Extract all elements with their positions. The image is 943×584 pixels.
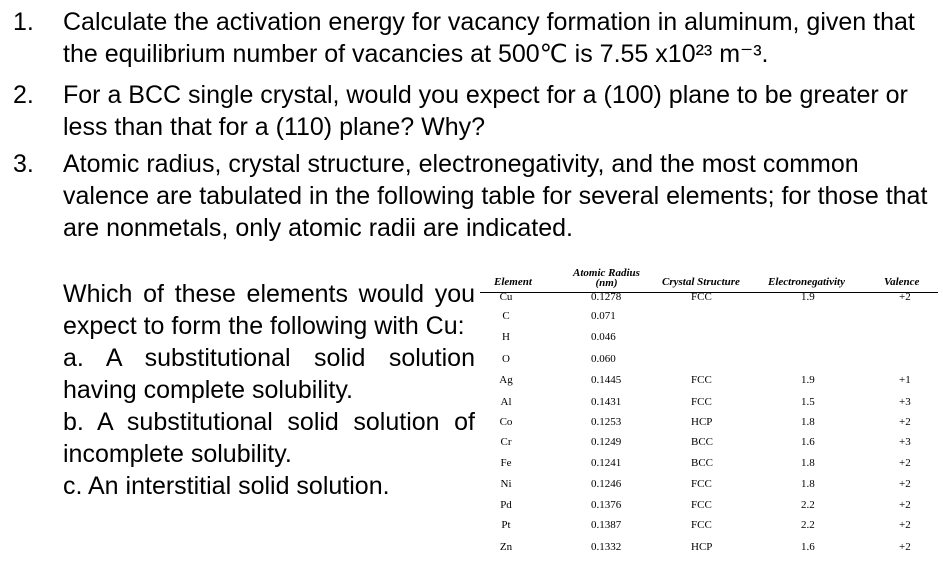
cell-element: Ni: [500, 478, 512, 490]
header-atomic-radius-line1: Atomic Radius: [573, 267, 640, 279]
cell-atomic-radius: 0.060: [591, 353, 616, 365]
cell-element: Ag: [499, 374, 513, 386]
cell-atomic-radius: 0.1445: [591, 374, 622, 386]
cell-crystal-structure: FCC: [691, 499, 712, 511]
question-number: 3.: [13, 150, 34, 178]
table-row: [480, 457, 938, 471]
element-properties-table: [480, 267, 938, 553]
cell-element: O: [502, 353, 510, 365]
cell-element: Al: [500, 396, 512, 408]
cell-atomic-radius: 0.1278: [591, 291, 622, 303]
cell-atomic-radius: 0.1246: [591, 478, 622, 490]
cell-valence: +2: [899, 478, 911, 490]
table-row: [480, 499, 938, 513]
cell-valence: +2: [899, 457, 911, 469]
question-number: 1.: [13, 8, 34, 36]
cell-element: Cr: [500, 436, 512, 448]
cell-atomic-radius: 0.1431: [591, 396, 622, 408]
cell-atomic-radius: 0.071: [591, 310, 616, 322]
cell-element: Fe: [500, 457, 512, 469]
cell-electronegativity: 2.2: [801, 499, 815, 511]
table-row: [480, 396, 938, 410]
table-row: [480, 310, 938, 324]
header-valence: Valence: [884, 276, 920, 288]
cell-element: Pt: [501, 519, 511, 531]
cell-valence: +2: [899, 519, 911, 531]
cell-element: Pd: [500, 499, 512, 511]
cell-electronegativity: 1.9: [801, 291, 815, 303]
cell-valence: +2: [899, 416, 911, 428]
cell-electronegativity: 1.5: [801, 396, 815, 408]
subquestion-b: b. A substitutional solid solution of incomplete solubility.: [63, 408, 475, 468]
cell-atomic-radius: 0.1241: [591, 457, 622, 469]
cell-atomic-radius: 0.1332: [591, 541, 622, 553]
cell-valence: +1: [899, 374, 911, 386]
table-row: [480, 478, 938, 492]
cell-crystal-structure: FCC: [691, 519, 712, 531]
header-atomic-radius-unit: (nm): [595, 277, 618, 289]
subquestion-block: [63, 278, 475, 502]
cell-electronegativity: 1.6: [801, 541, 815, 553]
cell-atomic-radius: 0.1253: [591, 416, 622, 428]
cell-crystal-structure: FCC: [691, 291, 712, 303]
subquestion-c: c. An interstitial solid solution.: [63, 472, 390, 500]
cell-atomic-radius: 0.1376: [591, 499, 622, 511]
table-row: [480, 541, 938, 555]
cell-crystal-structure: FCC: [691, 396, 712, 408]
question-number: 2.: [13, 81, 34, 109]
question-text: Atomic radius, crystal structure, electronegativity, and the most common valence are tabulated in the following table for several elements; for those that are nonmetals, only atomic radii are indicated.: [63, 150, 928, 242]
header-element: Element: [494, 276, 532, 288]
cell-atomic-radius: 0.046: [591, 331, 616, 343]
question-text: For a BCC single crystal, would you expect for a (100) plane to be greater or less than that for a (110) plane? Why?: [63, 81, 908, 141]
cell-crystal-structure: BCC: [691, 457, 714, 469]
question-text: Calculate the activation energy for vacancy formation in aluminum, given that the equilibrium number of vacancies at 500℃ is 7.55 x10²³ m⁻³.: [63, 8, 915, 68]
cell-electronegativity: 1.6: [801, 436, 815, 448]
table-row: [480, 331, 938, 345]
cell-crystal-structure: HCP: [691, 541, 713, 553]
table-row: [480, 291, 938, 305]
table-header: [480, 268, 938, 293]
table-row: [480, 416, 938, 430]
cell-element: Zn: [499, 541, 513, 553]
table-row: [480, 374, 938, 388]
header-crystal-structure: Crystal Structure: [662, 276, 740, 288]
cell-electronegativity: 1.8: [801, 478, 815, 490]
table-row: [480, 353, 938, 367]
subquestion-intro: Which of these elements would you expect to form the following with Cu:: [63, 280, 475, 340]
table-row: [480, 519, 938, 533]
cell-crystal-structure: HCP: [691, 416, 713, 428]
cell-atomic-radius: 0.1387: [591, 519, 622, 531]
header-atomic-radius: [569, 268, 644, 288]
cell-valence: +3: [899, 436, 911, 448]
cell-atomic-radius: 0.1249: [591, 436, 622, 448]
cell-valence: +2: [899, 541, 911, 553]
cell-crystal-structure: BCC: [691, 436, 714, 448]
cell-element: C: [502, 310, 510, 322]
cell-valence: +3: [899, 396, 911, 408]
header-electronegativity: Electronegativity: [768, 276, 845, 288]
cell-crystal-structure: FCC: [691, 374, 712, 386]
cell-valence: +2: [899, 499, 911, 511]
cell-electronegativity: 1.8: [801, 457, 815, 469]
subquestion-a: a. A substitutional solid solution having complete solubility.: [63, 344, 475, 404]
cell-valence: +2: [899, 291, 911, 303]
cell-element: Cu: [499, 291, 513, 303]
cell-element: H: [502, 331, 510, 343]
cell-electronegativity: 1.9: [801, 374, 815, 386]
cell-crystal-structure: FCC: [691, 478, 712, 490]
table-row: [480, 436, 938, 450]
cell-element: Co: [499, 416, 513, 428]
cell-electronegativity: 1.8: [801, 416, 815, 428]
cell-electronegativity: 2.2: [801, 519, 815, 531]
